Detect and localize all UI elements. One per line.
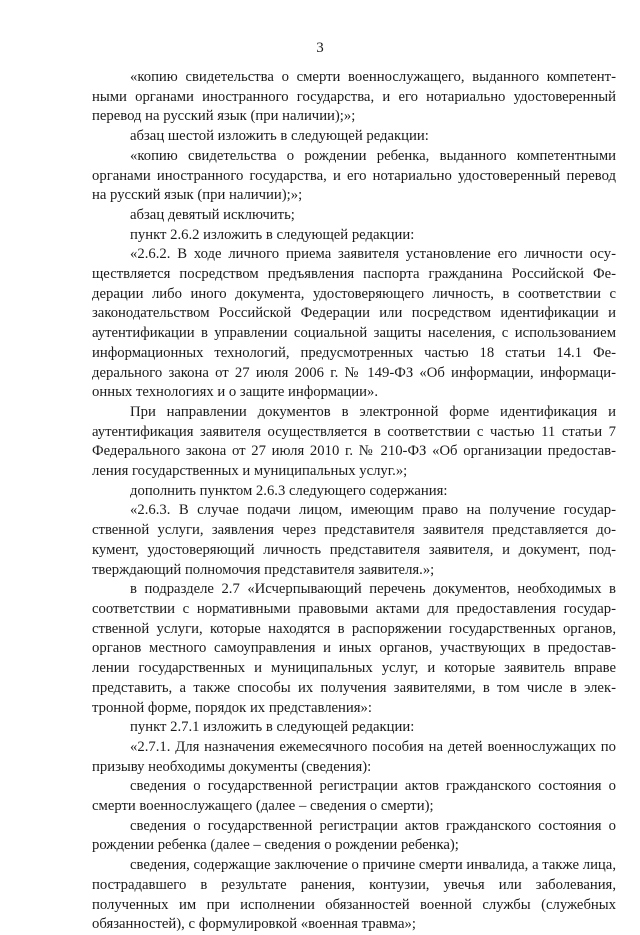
paragraph: При направлении документов в электронной форме идентификация и аутентификация заявителя осуществляется в соответствии с частью 11 статьи 7 Федерального закона от 27 июля 2010 г. № 210-ФЗ «Об организации предоставления государственных и муниципальных услуг.»; bbox=[92, 403, 616, 480]
paragraph: пункт 2.7.1 изложить в следующей редакции: bbox=[130, 719, 415, 736]
paragraph: «копию свидетельства о рождении ребенка, выданного компетентными органами иностранного государства, и его нотариально удостоверенный перевод на русский язык (при наличии);»; bbox=[92, 147, 616, 204]
paragraph: сведения, содержащие заключение о причине смерти инвалида, а также лица, пострадавшего в результате ранения, контузии, увечья или заболевания, полученных им при исполнении обязанностей военной службы (служебных обязанностей), с формулировкой «военная травма»; bbox=[92, 857, 616, 933]
paragraph: пункт 2.6.2 изложить в следующей редакции: bbox=[130, 226, 415, 243]
paragraph: дополнить пунктом 2.6.3 следующего содержания: bbox=[130, 482, 448, 499]
paragraph: «2.6.3. В случае подачи лицом, имеющим право на получение государственной услуги, заявления через представителя заявителя представляется документ, удостоверяющий личность представителя заявителя, и документ, подтверждающий полномочия представителя заявителя.»; bbox=[92, 502, 616, 578]
paragraph: абзац девятый исключить; bbox=[130, 206, 295, 223]
paragraph: абзац шестой изложить в следующей редакции: bbox=[130, 128, 429, 145]
paragraph: сведения о государственной регистрации актов гражданского состояния о рождении ребенка (далее – сведения о рождении ребенка); bbox=[92, 817, 616, 854]
document-body bbox=[92, 68, 616, 935]
paragraph: в подразделе 2.7 «Исчерпывающий перечень документов, необходимых в соответствии с нормативными правовыми актами для предоставления государственной услуги, которые находятся в распоряжении государственных органов, органов местного самоуправления и иных органов, участвующих в предоставлении государственных и муниципальных услуг, и которые заявитель вправе представить, а также способы их получения заявителями, в том числе в электронной форме, порядок их представления»: bbox=[92, 581, 616, 716]
paragraph: «копию свидетельства о смерти военнослужащего, выданного компетентными органами иностранного государства, и его нотариально удостоверенный перевод на русский язык (при наличии);»; bbox=[92, 69, 616, 125]
paragraph: «2.7.1. Для назначения ежемесячного пособия на детей военнослужащих по призыву необходимы документы (сведения): bbox=[92, 738, 616, 775]
paragraph: «2.6.2. В ходе личного приема заявителя установление его личности осуществляется посредством предъявления паспорта гражданина Российской Федерации либо иного документа, удостоверяющего личность, в соответствии с законодательством Российской Федерации или посредством идентификации и аутентификации в управлении социальной защиты населения, с использованием информационных технологий, предусмотренных частью 18 статьи 14.1 Федерального закона от 27 июля 2006 г. № 149-ФЗ «Об информации, информационных технологиях и о защите информации». bbox=[92, 246, 616, 401]
paragraph: сведения о государственной регистрации актов гражданского состояния о смерти военнослужащего (далее – сведения о смерти); bbox=[92, 778, 616, 815]
page-number: 3 bbox=[316, 40, 324, 56]
